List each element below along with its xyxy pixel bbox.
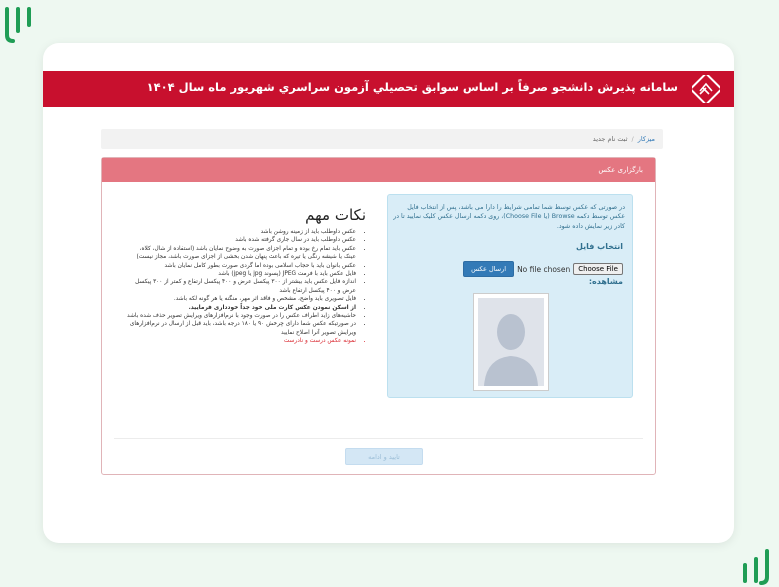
- panel-heading: [102, 158, 655, 182]
- site-header: [43, 71, 734, 107]
- select-file-label: انتخاب فایل: [576, 242, 623, 251]
- list-item: • فایل تصویری باید واضح، مشخص و فاقد اثر مهر، منگنه یا هر گونه لکه باشد.: [126, 295, 356, 303]
- list-item: • در صورتیکه عکس شما دارای چرخش ۹۰ یا ۱۸۰ درجه باشد، باید قبل از ارسال در نرم‌افزارهای ویرایش تصویر آنرا اصلاح نمایید: [126, 320, 356, 337]
- list-item: • حاشیه‌های زاید اطراف عکس را در صورت وجود با نرم‌افزارهای ویرایش تصویر حذف شده باشد: [126, 312, 356, 320]
- file-input-row: [463, 261, 623, 277]
- list-item: • عکس بانوان باید با حجاب اسلامی بوده اما گردی صورت بطور کامل نمایان باشد: [126, 262, 356, 270]
- list-item: • از اسکن نمودن عکس کارت ملی خود جداً خودداری فرمایید.: [126, 304, 356, 312]
- header-title: سامانه پذیرش دانشجو صرفاً بر اساس سوابق تحصيلي آزمون سراسري شهريور ماه سال ۱۴۰۴: [146, 80, 678, 94]
- upload-panel: [101, 157, 656, 475]
- breadcrumb-current: ثبت نام جدید: [592, 135, 628, 143]
- photo-preview: [473, 293, 549, 391]
- list-item: • عکس داوطلب باید در سال جاری گرفته شده باشد: [126, 236, 356, 244]
- notes-list: [126, 228, 366, 345]
- sample-photos-link[interactable]: • نمونه عکس درست و نادرست: [126, 337, 356, 345]
- choose-file-button[interactable]: Choose File: [573, 263, 623, 275]
- breadcrumb-home-link[interactable]: میزکار: [637, 135, 655, 143]
- breadcrumb-separator: /: [631, 135, 634, 143]
- panel-title: بارگزاری عکس: [598, 166, 643, 174]
- send-photo-button[interactable]: ارسال عکس: [463, 261, 514, 277]
- university-logo-icon: [692, 75, 720, 103]
- preview-label: مشاهده:: [588, 277, 623, 286]
- avatar-placeholder-icon: [474, 294, 548, 390]
- decorative-bars-icon: [3, 3, 39, 43]
- main-card: [43, 43, 734, 543]
- list-item: • اندازه فایل عکس باید بیشتر از ۳۰۰ پیکسل عرض و ۴۰۰ پیکسل ارتفاع و کمتر از ۳۰۰ پیکسل عرض و ۴۰۰ پیکسل ارتفاع باشد: [126, 278, 356, 295]
- important-notes: [126, 194, 366, 345]
- breadcrumb: [101, 129, 663, 149]
- decorative-bars-icon: [739, 547, 775, 587]
- divider: [114, 438, 643, 439]
- list-item: • فایل عکس باید با فرمت JPEG (پسوند jpg یا jpeg) باشد: [126, 270, 356, 278]
- confirm-continue-button[interactable]: تایید و ادامه: [345, 448, 423, 465]
- upload-help-text: در صورتی که عکس توسط شما تمامی شرایط را دارا می باشد، پس از انتخاب فایل عکس توسط دکمه Browse (یا Choose File)، روی دکمه ارسال عکس کلیک نمایید تا در کادر زیر نمایش داده شود.: [393, 204, 625, 230]
- upload-box: [387, 194, 633, 398]
- file-status-text: No file chosen: [517, 264, 571, 274]
- list-item: • عکس باید تمام رخ بوده و تمام اجزای صورت به وضوح نمایان باشد (استفاده از شال، کلاه، عینک یا شیشه رنگی یا تیره که باعث پنهان شدن بخشی از اجزای صورت باشد، مجاز نیست): [126, 245, 356, 262]
- list-item: • عکس داوطلب باید از زمینه روشن باشد: [126, 228, 356, 236]
- notes-title: نکات مهم: [305, 206, 366, 224]
